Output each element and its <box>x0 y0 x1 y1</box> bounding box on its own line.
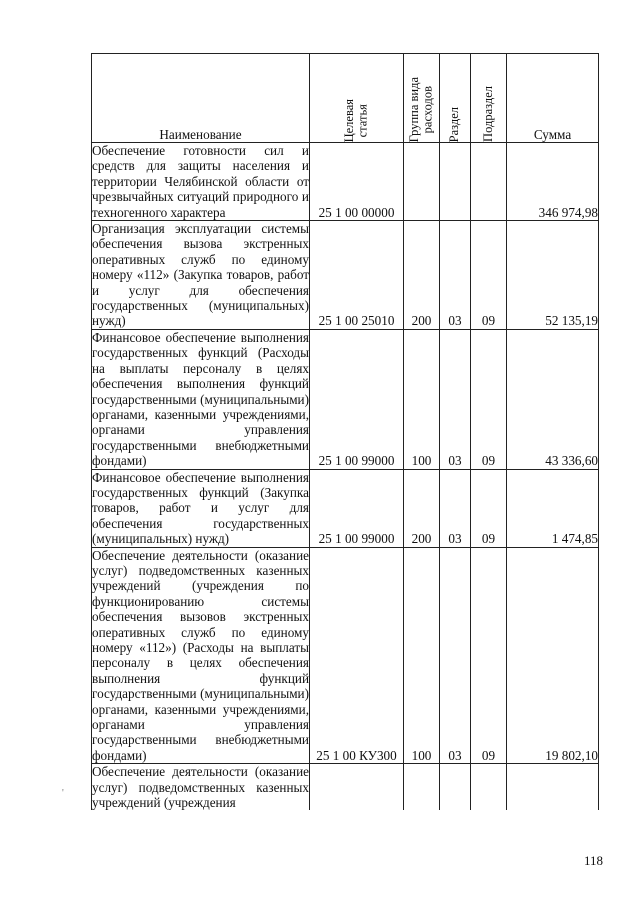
header-section: Раздел <box>440 54 471 143</box>
row-section: 03 <box>440 329 471 469</box>
table-row <box>92 221 599 330</box>
row-section <box>440 143 471 221</box>
row-subsection <box>471 143 507 221</box>
row-expense-group: 200 <box>404 221 440 330</box>
header-subsection: Подраздел <box>471 54 507 143</box>
row-sum: 1 474,85 <box>507 469 599 547</box>
table-row <box>92 329 599 469</box>
row-target-article: 25 1 00 99000 <box>310 469 404 547</box>
row-section: 03 <box>440 469 471 547</box>
header-target-article: Целевая статья <box>310 54 404 143</box>
row-name: Обеспечение деятельности (оказание услуг) подведомственных казенных учреждений (учреждения по функционированию системы обеспечения вызовов экстренных оперативных служб по единому номеру «112») (Расходы на выплаты персоналу в целях обеспечения выполнения функций государственными (муниципальными) органами, казенными учреждениями, органами управления государственными внебюджетными фондами) <box>92 547 309 763</box>
row-expense-group: 100 <box>404 329 440 469</box>
page-number: 118 <box>584 853 604 868</box>
row-target-article <box>310 764 404 811</box>
row-name: Организация эксплуатации системы обеспечения вызова экстренных оперативных служб по единому номеру «112» (Закупка товаров, работ и услуг для обеспечения государственных (муниципальных) нужд) <box>92 221 309 329</box>
budget-table <box>91 53 599 810</box>
row-section: 03 <box>440 547 471 764</box>
row-subsection: 09 <box>471 221 507 330</box>
row-sum: 52 135,19 <box>507 221 599 330</box>
table-header-row <box>92 54 599 143</box>
row-subsection: 09 <box>471 469 507 547</box>
row-expense-group: 100 <box>404 547 440 764</box>
row-sum: 43 336,60 <box>507 329 599 469</box>
row-target-article: 25 1 00 КУ300 <box>310 547 404 764</box>
row-subsection: 09 <box>471 547 507 764</box>
row-name: Обеспечение готовности сил и средств для защиты населения и территории Челябинской области от чрезвычайных ситуаций природного и техногенного характера <box>92 143 309 220</box>
row-section <box>440 764 471 811</box>
row-name: Финансовое обеспечение выполнения государственных функций (Закупка товаров, работ и услуг для обеспечения государственных (муниципальных) нужд) <box>92 469 309 547</box>
row-section: 03 <box>440 221 471 330</box>
row-target-article: 25 1 00 25010 <box>310 221 404 330</box>
table-row <box>92 469 599 547</box>
header-sum: Сумма <box>507 54 599 143</box>
row-name: Обеспечение деятельности (оказание услуг) подведомственных казенных учреждений (учреждения <box>92 764 309 811</box>
row-sum <box>507 764 599 811</box>
header-expense-group: Группа вида расходов <box>404 54 440 143</box>
header-name: Наименование <box>92 54 310 143</box>
row-target-article: 25 1 00 99000 <box>310 329 404 469</box>
row-subsection: 09 <box>471 329 507 469</box>
row-expense-group: 200 <box>404 469 440 547</box>
row-sum: 19 802,10 <box>507 547 599 764</box>
table-row <box>92 547 599 764</box>
margin-mark: ' <box>62 788 64 799</box>
row-name: Финансовое обеспечение выполнения государственных функций (Расходы на выплаты персоналу в целях обеспечения выполнения функций государственными (муниципальными) органами, казенными учреждениями, органами управления государственными внебюджетными фондами) <box>92 329 309 469</box>
row-subsection <box>471 764 507 811</box>
row-expense-group <box>404 764 440 811</box>
row-sum: 346 974,98 <box>507 143 599 221</box>
row-expense-group <box>404 143 440 221</box>
table-row <box>92 143 599 221</box>
table-row <box>92 764 599 811</box>
row-target-article: 25 1 00 00000 <box>310 143 404 221</box>
